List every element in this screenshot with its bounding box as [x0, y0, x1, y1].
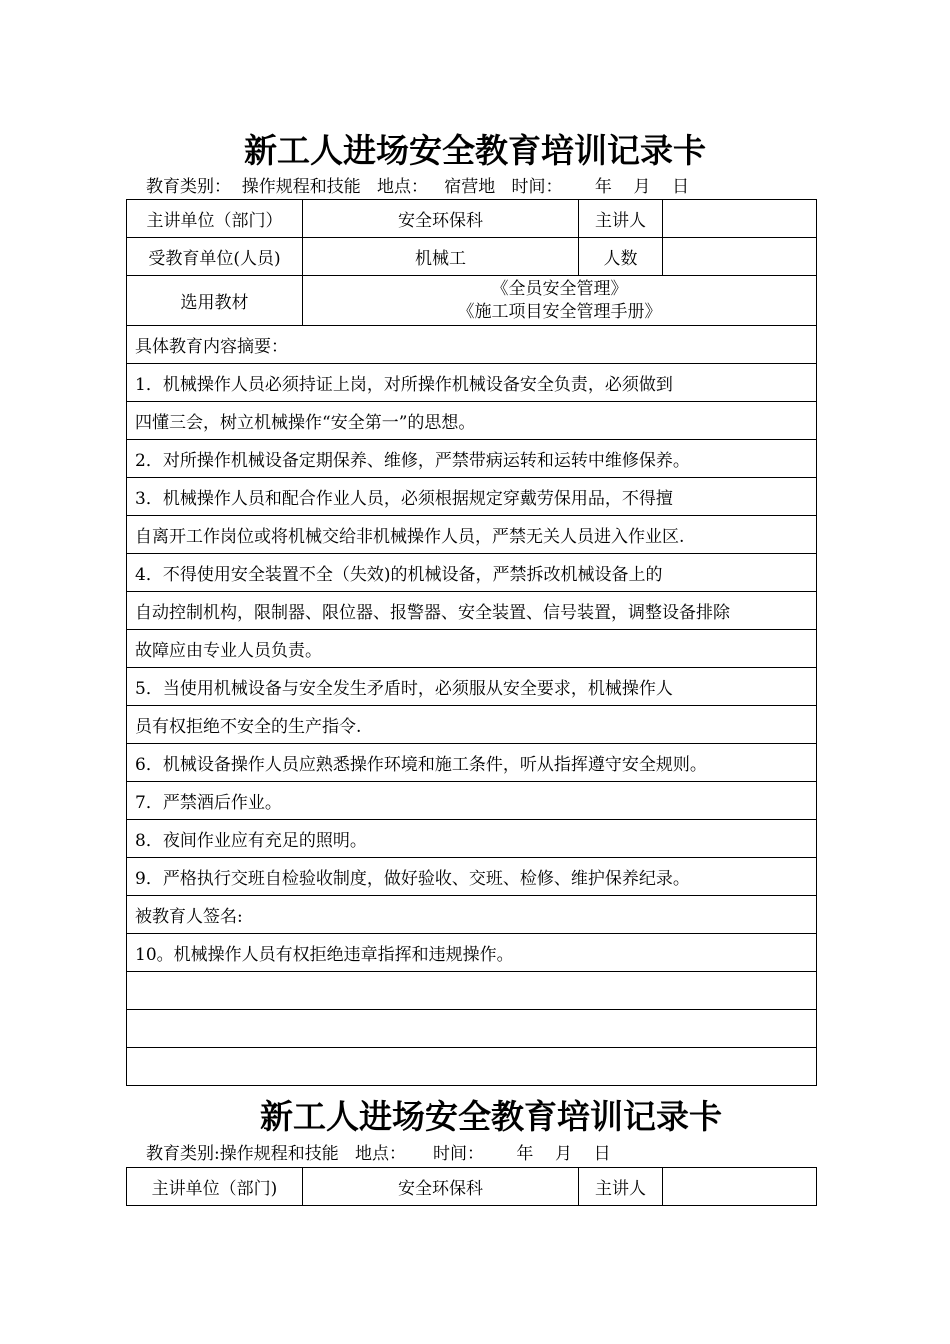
signature-row [127, 896, 817, 934]
trainee-unit-label: 受教育单位(人员) [127, 238, 303, 276]
training-record-table [126, 199, 817, 1086]
content-text: 具体教育内容摘要： [127, 326, 817, 364]
content-text: 1．机械操作人员必须持证上岗，对所操作机械设备安全负责，必须做到 [127, 364, 817, 402]
header-row-lecturer [127, 200, 817, 238]
content-row [127, 858, 817, 896]
card-title: 新工人进场安全教育培训记录卡 [260, 1097, 722, 1136]
content-text: 10。机械操作人员有权拒绝违章指挥和违规操作。 [127, 934, 817, 972]
lecturer-value [663, 1168, 817, 1206]
material-line: 《施工项目安全管理手册》 [457, 301, 662, 322]
content-text: 8．夜间作业应有充足的照明。 [127, 820, 817, 858]
material-value [303, 276, 817, 326]
content-text: 故障应由专业人员负责。 [127, 630, 817, 668]
trainee-unit-value: 机械工 [303, 238, 579, 276]
content-row [127, 782, 817, 820]
content-row [127, 668, 817, 706]
content-text: 2．对所操作机械设备定期保养、维修，严禁带病运转和运转中维修保养。 [127, 440, 817, 478]
header-row-material [127, 276, 817, 326]
lecturer-unit-label: 主讲单位（部门） [127, 200, 303, 238]
content-row [127, 554, 817, 592]
lecturer-label: 主讲人 [579, 1168, 663, 1206]
content-row [127, 440, 817, 478]
header-row-trainee [127, 238, 817, 276]
card-title: 新工人进场安全教育培训记录卡 [244, 131, 706, 170]
content-row [127, 744, 817, 782]
blank-cell [127, 1010, 817, 1048]
header-row-lecturer [127, 1168, 817, 1206]
count-value [663, 238, 817, 276]
lecturer-label: 主讲人 [579, 200, 663, 238]
material-label: 选用教材 [127, 276, 303, 326]
content-row [127, 402, 817, 440]
content-row [127, 592, 817, 630]
signature-label: 被教育人签名: [127, 896, 817, 934]
content-text: 四懂三会，树立机械操作“安全第一”的思想。 [127, 402, 817, 440]
card-meta-line: 教育类别:操作规程和技能 地点： 时间： 年 月 日 [146, 1144, 611, 1164]
lecturer-unit-value: 安全环保科 [303, 1168, 579, 1206]
content-row [127, 934, 817, 972]
content-row [127, 516, 817, 554]
count-label: 人数 [579, 238, 663, 276]
training-record-table [126, 1167, 817, 1206]
lecturer-unit-value: 安全环保科 [303, 200, 579, 238]
content-text: 3．机械操作人员和配合作业人员，必须根据规定穿戴劳保用品，不得擅 [127, 478, 817, 516]
blank-row [127, 972, 817, 1010]
material-line: 《全员安全管理》 [491, 278, 628, 299]
content-text: 自离开工作岗位或将机械交给非机械操作人员，严禁无关人员进入作业区. [127, 516, 817, 554]
content-row [127, 326, 817, 364]
lecturer-value [663, 200, 817, 238]
content-text: 员有权拒绝不安全的生产指令. [127, 706, 817, 744]
blank-row [127, 1048, 817, 1086]
lecturer-unit-label: 主讲单位（部门) [127, 1168, 303, 1206]
content-text: 自动控制机构，限制器、限位器、报警器、安全装置、信号装置，调整设备排除 [127, 592, 817, 630]
content-row [127, 478, 817, 516]
card-meta-line: 教育类别： 操作规程和技能 地点： 宿营地 时间： 年 月 日 [146, 177, 690, 197]
content-text: 5．当使用机械设备与安全发生矛盾时，必须服从安全要求，机械操作人 [127, 668, 817, 706]
content-row [127, 630, 817, 668]
content-row [127, 364, 817, 402]
content-text: 4．不得使用安全装置不全（失效)的机械设备，严禁拆改机械设备上的 [127, 554, 817, 592]
blank-row [127, 1010, 817, 1048]
content-row [127, 820, 817, 858]
content-text: 7．严禁酒后作业。 [127, 782, 817, 820]
blank-cell [127, 1048, 817, 1086]
content-text: 9．严格执行交班自检验收制度，做好验收、交班、检修、维护保养纪录。 [127, 858, 817, 896]
blank-cell [127, 972, 817, 1010]
content-row [127, 706, 817, 744]
content-text: 6．机械设备操作人员应熟悉操作环境和施工条件，听从指挥遵守安全规则。 [127, 744, 817, 782]
